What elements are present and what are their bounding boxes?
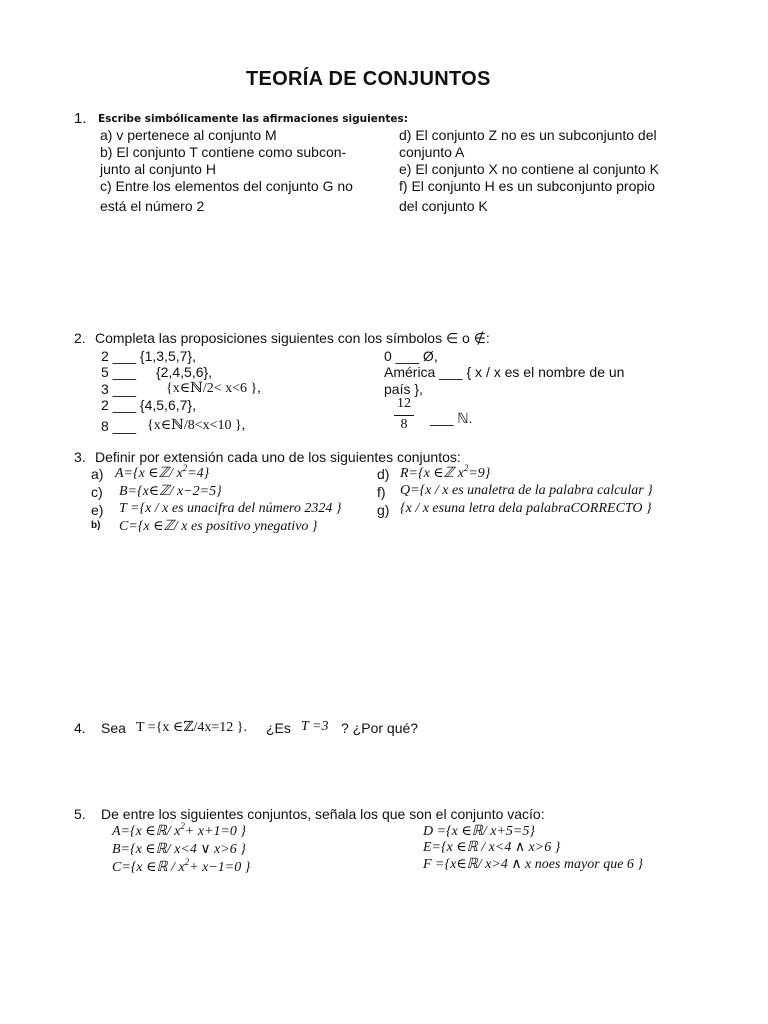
- q2-right-2a: América ___ { x / x es el nombre de un: [384, 364, 625, 380]
- q2-left-3a: 3 ___: [101, 381, 137, 397]
- q2-right-1: 0 ___ Ø,: [384, 348, 438, 364]
- q1-item-f-line1: f) El conjunto H es un subconjunto propio: [399, 178, 656, 194]
- q1-item-f-line2: del conjunto K: [399, 198, 488, 214]
- q3-a-expression: A={x ∈ℤ/ $x^2=4$}: [115, 463, 210, 481]
- q1-item-a: a) v pertenece al conjunto M: [100, 127, 277, 143]
- q2-number: 2.: [74, 330, 86, 346]
- q5-set-e: E={x ∈ℝ / x<4 ∧ x>6 }: [423, 840, 561, 855]
- q2-right-3: ___ ℕ.: [430, 410, 473, 426]
- q1-item-e: e) El conjunto X no contiene al conjunto K: [399, 161, 659, 177]
- q3-instruction: Definir por extensión cada uno de los siguientes conjuntos:: [95, 449, 461, 465]
- q4-equality: T =3: [301, 719, 329, 734]
- q1-item-d-line1: d) El conjunto Z no es un subconjunto del: [399, 127, 657, 143]
- q2-left-2b: {2,4,5,6},: [156, 364, 213, 380]
- q3-b-expression: C={x ∈ℤ/ x es positivo ynegativo }: [119, 519, 318, 534]
- q3-g-label: g): [377, 502, 390, 518]
- q2-fraction-numerator: 12: [397, 396, 411, 411]
- q2-instruction: Completa las proposiciones siguientes con los símbolos ∈ o ∉:: [95, 330, 490, 346]
- q5-set-a: A={x ∈ℝ/ $x^2+ x+1=0$ }: [112, 821, 247, 839]
- q3-d-expression: R={x ∈ℤ $x^2=9$}: [400, 463, 491, 481]
- page-title: TEORÍA DE CONJUNTOS: [246, 68, 491, 90]
- q2-fraction-denominator: 8: [400, 417, 408, 432]
- q4-set-expression: T ={x ∈ℤ/4x=12 }.: [136, 720, 248, 735]
- q4-question: ? ¿Por qué?: [341, 720, 419, 736]
- q4-number: 4.: [74, 720, 86, 736]
- q1-item-c-line1: c) Entre los elementos del conjunto G no: [100, 178, 353, 194]
- q5-set-b: B={x ∈ℝ/ x<4 ∨ x>6 }: [112, 842, 246, 857]
- q3-c-label: c): [91, 484, 103, 500]
- q3-a-label: a): [91, 466, 104, 482]
- q3-d-label: d): [377, 466, 390, 482]
- q3-f-expression: Q={x / x es unaletra de la palabra calcular }: [400, 483, 653, 498]
- q2-left-1: 2 ___ {1,3,5,7},: [101, 348, 196, 364]
- q2-right-2b: país },: [384, 381, 423, 397]
- q3-b-label: b): [91, 520, 101, 531]
- q4-text-es: ¿Es: [266, 720, 291, 736]
- q3-e-label: e): [91, 502, 104, 518]
- q4-text-sea: Sea: [101, 720, 126, 736]
- q3-e-expression: T ={x / x es unacifra del número 2324 }: [119, 501, 342, 516]
- q3-number: 3.: [74, 449, 86, 465]
- q2-left-4: 2 ___ {4,5,6,7},: [101, 397, 196, 413]
- q3-c-expression: B={x∈ℤ/ x−2=5}: [119, 484, 222, 499]
- q1-item-c-line2: está el número 2: [100, 198, 205, 214]
- q1-item-d-line2: conjunto A: [399, 144, 465, 160]
- q3-g-expression: {x / x esuna letra dela palabraCORRECTO }: [400, 501, 652, 516]
- q5-instruction: De entre los siguientes conjuntos, señala los que son el conjunto vacío:: [101, 806, 545, 822]
- q2-fraction-bar: [394, 415, 414, 416]
- q5-number: 5.: [74, 806, 86, 822]
- q2-left-2a: 5 ___: [101, 364, 137, 380]
- q5-set-f: F ={x∈ℝ/ x>4 ∧ x noes mayor que 6 }: [423, 857, 644, 872]
- q1-instruction: Escribe simbólicamente las afirmaciones siguientes:: [98, 113, 408, 125]
- q2-left-5a: 8 ___: [101, 418, 137, 434]
- q3-f-label: f): [377, 484, 386, 500]
- q1-item-b-line1: b) El conjunto T contiene como subcon-: [100, 144, 347, 160]
- q1-item-b-line2: junto al conjunto H: [100, 161, 216, 177]
- q1-number: 1.: [74, 110, 87, 127]
- q2-left-5b: {x∈ℕ/8<x<10 },: [147, 418, 246, 433]
- q2-left-3b: {x∈ℕ/2< x<6 },: [166, 381, 261, 396]
- q5-set-d: D ={x ∈ℝ/ x+5=5}: [423, 824, 535, 839]
- q5-set-c: C={x ∈ℝ / $x^2+ x-1=0$ }: [112, 857, 251, 875]
